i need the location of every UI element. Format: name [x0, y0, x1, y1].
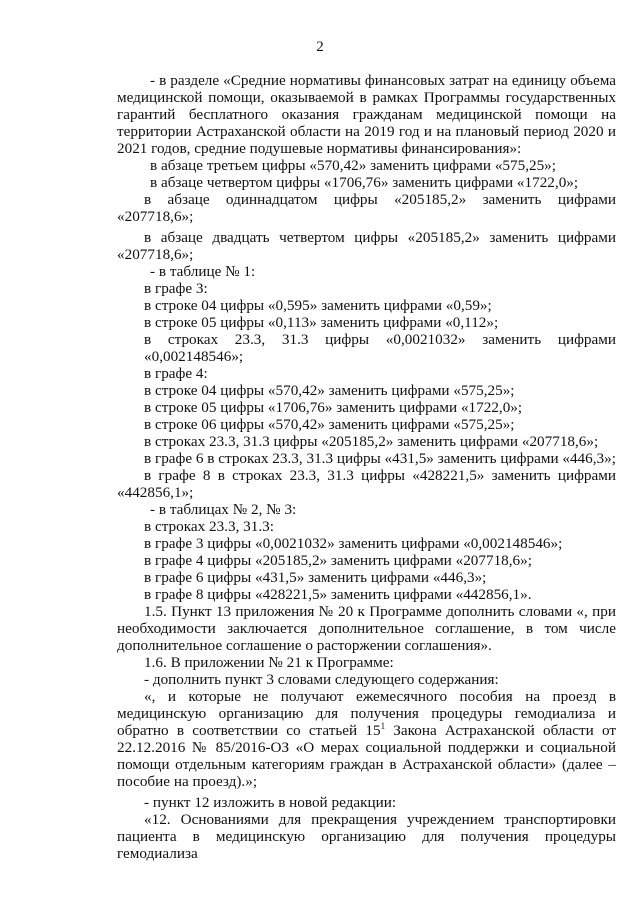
- paragraph: в графе 6 цифры «431,5» заменить цифрами «446,3»;: [144, 569, 487, 586]
- paragraph: в графе 8 в строках 23.3, 31.3 цифры «428221,5» заменить цифрами «442856,1»;: [117, 467, 616, 501]
- paragraph: - в таблице № 1:: [150, 263, 256, 280]
- paragraph: в абзаце четвертом цифры «1706,76» заменить цифрами «1722,0»;: [150, 174, 579, 191]
- paragraph: в графе 4 цифры «205185,2» заменить цифрами «207718,6»;: [144, 552, 532, 569]
- paragraph: - в таблицах № 2, № 3:: [150, 501, 297, 518]
- paragraph: в графе 8 цифры «428221,5» заменить цифрами «442856,1».: [144, 586, 532, 603]
- paragraph-quote-addition: [117, 688, 616, 790]
- paragraph: в строке 04 цифры «0,595» заменить цифрами «0,59»;: [144, 297, 492, 314]
- paragraph: в графе 4:: [144, 365, 208, 382]
- quote-text-after: Закона Астраханской области от 22.12.2016 № 85/2016-ОЗ «О мерах социальной поддержки и социальной помощи отдельным категориям граждан в Астраханской области» (далее – пособие на проезд).»;: [117, 722, 616, 790]
- page-number: 2: [316, 39, 324, 55]
- document-body: [117, 72, 616, 862]
- paragraph: в строке 04 цифры «570,42» заменить цифрами «575,25»;: [144, 382, 515, 399]
- paragraph: в графе 3:: [144, 280, 208, 297]
- paragraph: - дополнить пункт 3 словами следующего содержания:: [144, 671, 499, 688]
- paragraph: - пункт 12 изложить в новой редакции:: [144, 794, 397, 811]
- paragraph: в строке 05 цифры «1706,76» заменить цифрами «1722,0»;: [144, 399, 523, 416]
- paragraph: в абзаце третьем цифры «570,42» заменить цифрами «575,25»;: [150, 157, 556, 174]
- superscript: 1: [380, 720, 386, 731]
- paragraph-item-1-5: 1.5. Пункт 13 приложения № 20 к Программе дополнить словами «, при необходимости заключается дополнительное соглашение, в том числе дополнительное соглашение о расторжении соглашения».: [117, 603, 616, 654]
- paragraph: в абзаце двадцать четвертом цифры «205185,2» заменить цифрами «207718,6»;: [117, 229, 616, 263]
- paragraph-item-1-6: 1.6. В приложении № 21 к Программе:: [144, 654, 394, 671]
- paragraph: в графе 3 цифры «0,0021032» заменить цифрами «0,002148546»;: [144, 535, 563, 552]
- paragraph: в строках 23.3, 31.3 цифры «205185,2» заменить цифрами «207718,6»;: [144, 433, 599, 450]
- paragraph: в строках 23.3, 31.3 цифры «0,0021032» заменить цифрами «0,002148546»;: [144, 331, 616, 365]
- paragraph: в строке 06 цифры «570,42» заменить цифрами «575,25»;: [144, 416, 515, 433]
- paragraph: в графе 6 в строках 23.3, 31.3 цифры «431,5» заменить цифрами «446,3»;: [144, 450, 616, 467]
- paragraph: в строке 05 цифры «0,113» заменить цифрами «0,112»;: [144, 314, 499, 331]
- paragraph-section-intro: - в разделе «Средние нормативы финансовых затрат на единицу объема медицинской помощи, оказываемой в рамках Программы государственных гарантий бесплатного оказания гражданам медицинской помощи на территории Астраханской области на 2019 год и на плановый период 2020 и 2021 годов, средние подушевые нормативы финансирования»:: [117, 72, 616, 157]
- paragraph: в абзаце одиннадцатом цифры «205185,2» заменить цифрами «207718,6»;: [117, 191, 616, 225]
- paragraph: в строках 23.3, 31.3:: [144, 518, 274, 535]
- paragraph-item-12: «12. Основаниями для прекращения учреждением транспортировки пациента в медицинскую организацию для получения процедуры гемодиализа: [117, 811, 616, 862]
- quote-text-before: «, и которые не получают ежемесячного пособия на проезд в медицинскую организацию для получения процедуры гемодиализа и обратно в соответствии со статьей 15: [117, 688, 616, 739]
